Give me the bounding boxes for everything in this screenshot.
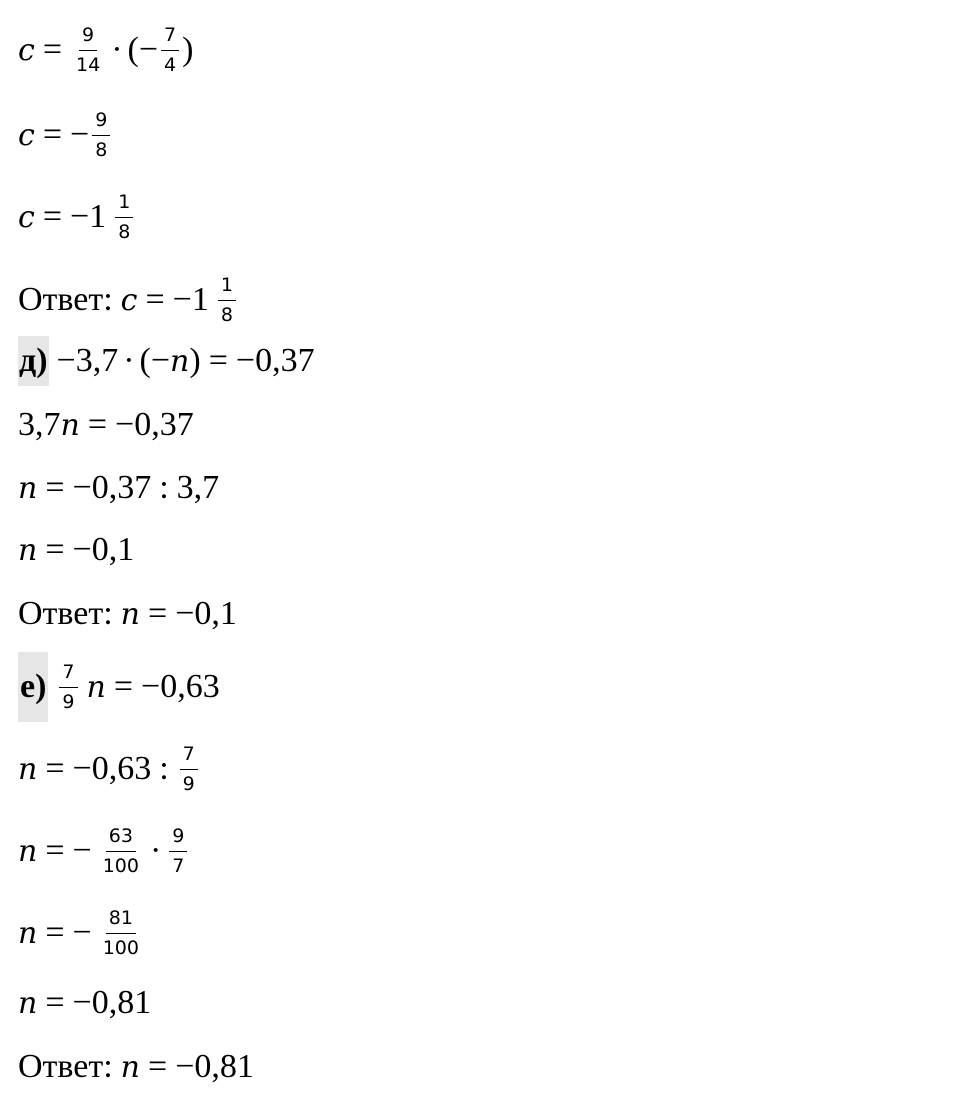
fraction-denominator: 8 <box>220 303 233 326</box>
problem-d-statement <box>18 329 315 393</box>
fraction-denominator: 8 <box>95 138 108 161</box>
right-side: −0,1 <box>72 531 135 568</box>
minus-sign: − <box>72 914 92 951</box>
answer-line-e <box>18 1035 254 1099</box>
division-colon: : <box>159 469 169 506</box>
fraction-9-7 <box>169 824 187 877</box>
equals-sign: = <box>148 595 168 632</box>
fraction-numerator: 1 <box>218 276 236 301</box>
variable-n: n <box>18 833 38 869</box>
variable-n: n <box>18 532 38 568</box>
equation-line-2 <box>18 103 113 167</box>
dividend: −0,37 <box>72 469 152 506</box>
right-side: −0,63 <box>141 668 220 705</box>
equation-line-7 <box>18 456 219 520</box>
right-side: −0,81 <box>72 984 152 1021</box>
variable-n: n <box>18 470 38 506</box>
equals-sign: = <box>145 281 165 318</box>
division-colon: : <box>159 750 169 787</box>
problem-label-e: е) <box>18 652 48 722</box>
fraction-numerator: 81 <box>106 909 136 934</box>
equation-line-6 <box>18 393 194 457</box>
variable-n: n <box>18 751 38 787</box>
fraction-numerator: 9 <box>79 26 97 51</box>
right-paren: ) <box>189 342 201 379</box>
variable-n: n <box>86 669 106 705</box>
variable-n: n <box>18 915 38 951</box>
equation-line-8 <box>18 518 134 582</box>
left-paren: ( <box>127 31 139 68</box>
minus-sign: − <box>72 832 92 869</box>
right-side: −0,81 <box>175 1048 254 1085</box>
dividend: −0,63 <box>72 750 152 787</box>
left-paren-minus: (− <box>139 342 171 379</box>
fraction-denominator: 9 <box>62 690 75 713</box>
right-paren: ) <box>182 31 194 68</box>
variable-c: c <box>120 282 138 318</box>
variable-c: c <box>18 117 35 153</box>
answer-line-d <box>18 582 237 646</box>
equals-sign: = <box>42 116 62 153</box>
fraction-9-14 <box>73 23 103 76</box>
fraction-denominator: 14 <box>76 53 101 76</box>
fraction-denominator: 100 <box>102 854 139 877</box>
fraction-denominator: 100 <box>102 936 139 959</box>
coefficient: 3,7 <box>18 406 61 443</box>
equals-sign: = <box>208 342 228 379</box>
variable-n: n <box>60 407 80 443</box>
fraction-numerator: 9 <box>92 111 110 136</box>
whole-part: −1 <box>172 281 209 318</box>
equals-sign: = <box>45 750 65 787</box>
equation-line-3 <box>18 185 136 249</box>
fraction-denominator: 7 <box>172 854 185 877</box>
multiply-dot: · <box>149 832 162 869</box>
equation-line-1 <box>18 18 193 82</box>
right-side: −0,1 <box>175 595 237 632</box>
fraction-7-4 <box>161 23 179 76</box>
fraction-numerator: 7 <box>59 663 77 688</box>
fraction-81-100 <box>100 906 142 959</box>
fraction-numerator: 7 <box>161 26 179 51</box>
multiply-dot: · <box>111 31 123 68</box>
variable-n: n <box>18 985 38 1021</box>
fraction-numerator: 63 <box>106 827 136 852</box>
fraction-denominator: 4 <box>164 53 177 76</box>
equation-line-11 <box>18 737 201 801</box>
equals-sign: = <box>45 832 65 869</box>
equation-line-12 <box>18 819 190 883</box>
fraction-7-9 <box>59 660 77 713</box>
equals-sign: = <box>45 984 65 1021</box>
variable-c: c <box>18 32 35 68</box>
answer-prefix: Ответ: <box>18 1048 113 1085</box>
equation-line-14 <box>18 971 151 1035</box>
fraction-numerator: 7 <box>180 745 198 770</box>
multiply-dot: · <box>123 342 135 379</box>
answer-prefix: Ответ: <box>18 595 113 632</box>
whole-part: −1 <box>70 198 107 235</box>
right-side: −0,37 <box>235 342 315 379</box>
answer-line-c <box>18 268 239 332</box>
left-operand: −3,7 <box>56 342 119 379</box>
divisor: 3,7 <box>176 469 220 506</box>
fraction-denominator: 8 <box>118 220 131 243</box>
equals-sign: = <box>42 198 62 235</box>
fraction-numerator: 9 <box>169 827 187 852</box>
equals-sign: = <box>45 531 65 568</box>
equation-line-13 <box>18 901 145 965</box>
fraction-7-9 <box>180 742 198 795</box>
fraction-numerator: 1 <box>115 193 133 218</box>
problem-e-statement <box>18 655 220 719</box>
problem-label-d: д) <box>18 336 49 386</box>
variable-c: c <box>18 199 35 235</box>
fraction-1-8 <box>115 190 133 243</box>
fraction-63-100 <box>100 824 142 877</box>
fraction-1-8 <box>218 273 236 326</box>
equals-sign: = <box>148 1048 168 1085</box>
equals-sign: = <box>42 31 62 68</box>
fraction-9-8 <box>92 108 110 161</box>
minus-sign: − <box>70 116 90 153</box>
minus-sign: − <box>138 31 159 68</box>
variable-n: n <box>120 1049 140 1085</box>
fraction-denominator: 9 <box>182 772 195 795</box>
variable-n: n <box>170 343 190 379</box>
equals-sign: = <box>45 914 65 951</box>
variable-n: n <box>120 596 140 632</box>
equals-sign: = <box>113 668 134 705</box>
equals-sign: = <box>45 469 65 506</box>
answer-prefix: Ответ: <box>18 281 113 318</box>
equals-sign: = <box>87 406 108 443</box>
right-side: −0,37 <box>115 406 194 443</box>
